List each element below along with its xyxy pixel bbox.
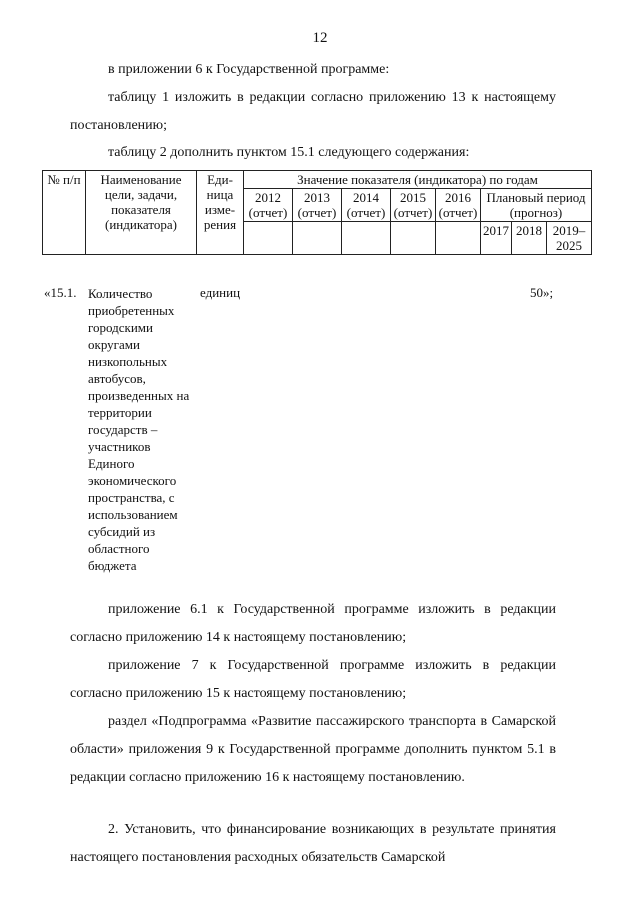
col-name-header: Наименование цели, задачи, показателя (индикатора) xyxy=(86,171,197,255)
row-number: «15.1. xyxy=(44,285,77,300)
year-2015-header: 2015 (отчет) xyxy=(391,189,436,222)
paragraph-2: приложение 7 к Государственной программе изложить в редакции согласно приложению 15 к настоящему постановлению; xyxy=(70,658,556,701)
year-2014-header: 2014 (отчет) xyxy=(342,189,391,222)
paragraph-4: 2. Установить, что финансирование возникающих в результате принятия настоящего постановления расходных обязательств Самарской xyxy=(70,822,556,865)
year-2013-header: 2013 (отчет) xyxy=(293,189,342,222)
year-2016-body xyxy=(436,222,481,255)
year-2016-header: 2016 (отчет) xyxy=(436,189,481,222)
plan-year-2017: 2017 xyxy=(481,222,512,255)
intro-line-3: таблицу 2 дополнить пунктом 15.1 следующего содержания: xyxy=(108,145,470,160)
paragraph-3: раздел «Подпрограмма «Развитие пассажирского транспорта в Самарской области» приложения 9 к Государственной программе дополнить пунктом 5.1 в редакции согласно приложению 16 к настоящему постановлению. xyxy=(70,714,556,785)
year-2012-body xyxy=(244,222,293,255)
intro-line-1: в приложении 6 к Государственной программе: xyxy=(108,62,390,77)
plan-year-2019-2025: 2019–2025 xyxy=(547,222,592,255)
page-number: 12 xyxy=(312,30,328,46)
row-unit: единиц xyxy=(200,285,241,300)
paragraph-1: приложение 6.1 к Государственной программе изложить в редакции согласно приложению 14 к настоящему постановлению; xyxy=(70,602,556,645)
year-2013-body xyxy=(293,222,342,255)
year-2012-header: 2012 (отчет) xyxy=(244,189,293,222)
col-unit-header: Еди-ница изме-рения xyxy=(197,171,244,255)
intro-line-2: таблицу 1 изложить в редакции согласно приложению 13 к настоящему постановлению; xyxy=(70,90,556,133)
row-value: 50»; xyxy=(530,285,554,300)
year-2015-body xyxy=(391,222,436,255)
year-2014-body xyxy=(342,222,391,255)
col-num-header: № п/п xyxy=(43,171,86,255)
col-values-header: Значение показателя (индикатора) по годам xyxy=(244,171,592,189)
indicator-table xyxy=(42,170,592,255)
plan-period-header: Плановый период (прогноз) xyxy=(481,189,592,222)
plan-year-2018: 2018 xyxy=(512,222,547,255)
row-name: Количество приобретенных городскими округами низкопольных автобусов, произведенных на территории государств – участников Единого экономического пространства, с использованием субсидий из областного бюджета xyxy=(88,286,190,573)
